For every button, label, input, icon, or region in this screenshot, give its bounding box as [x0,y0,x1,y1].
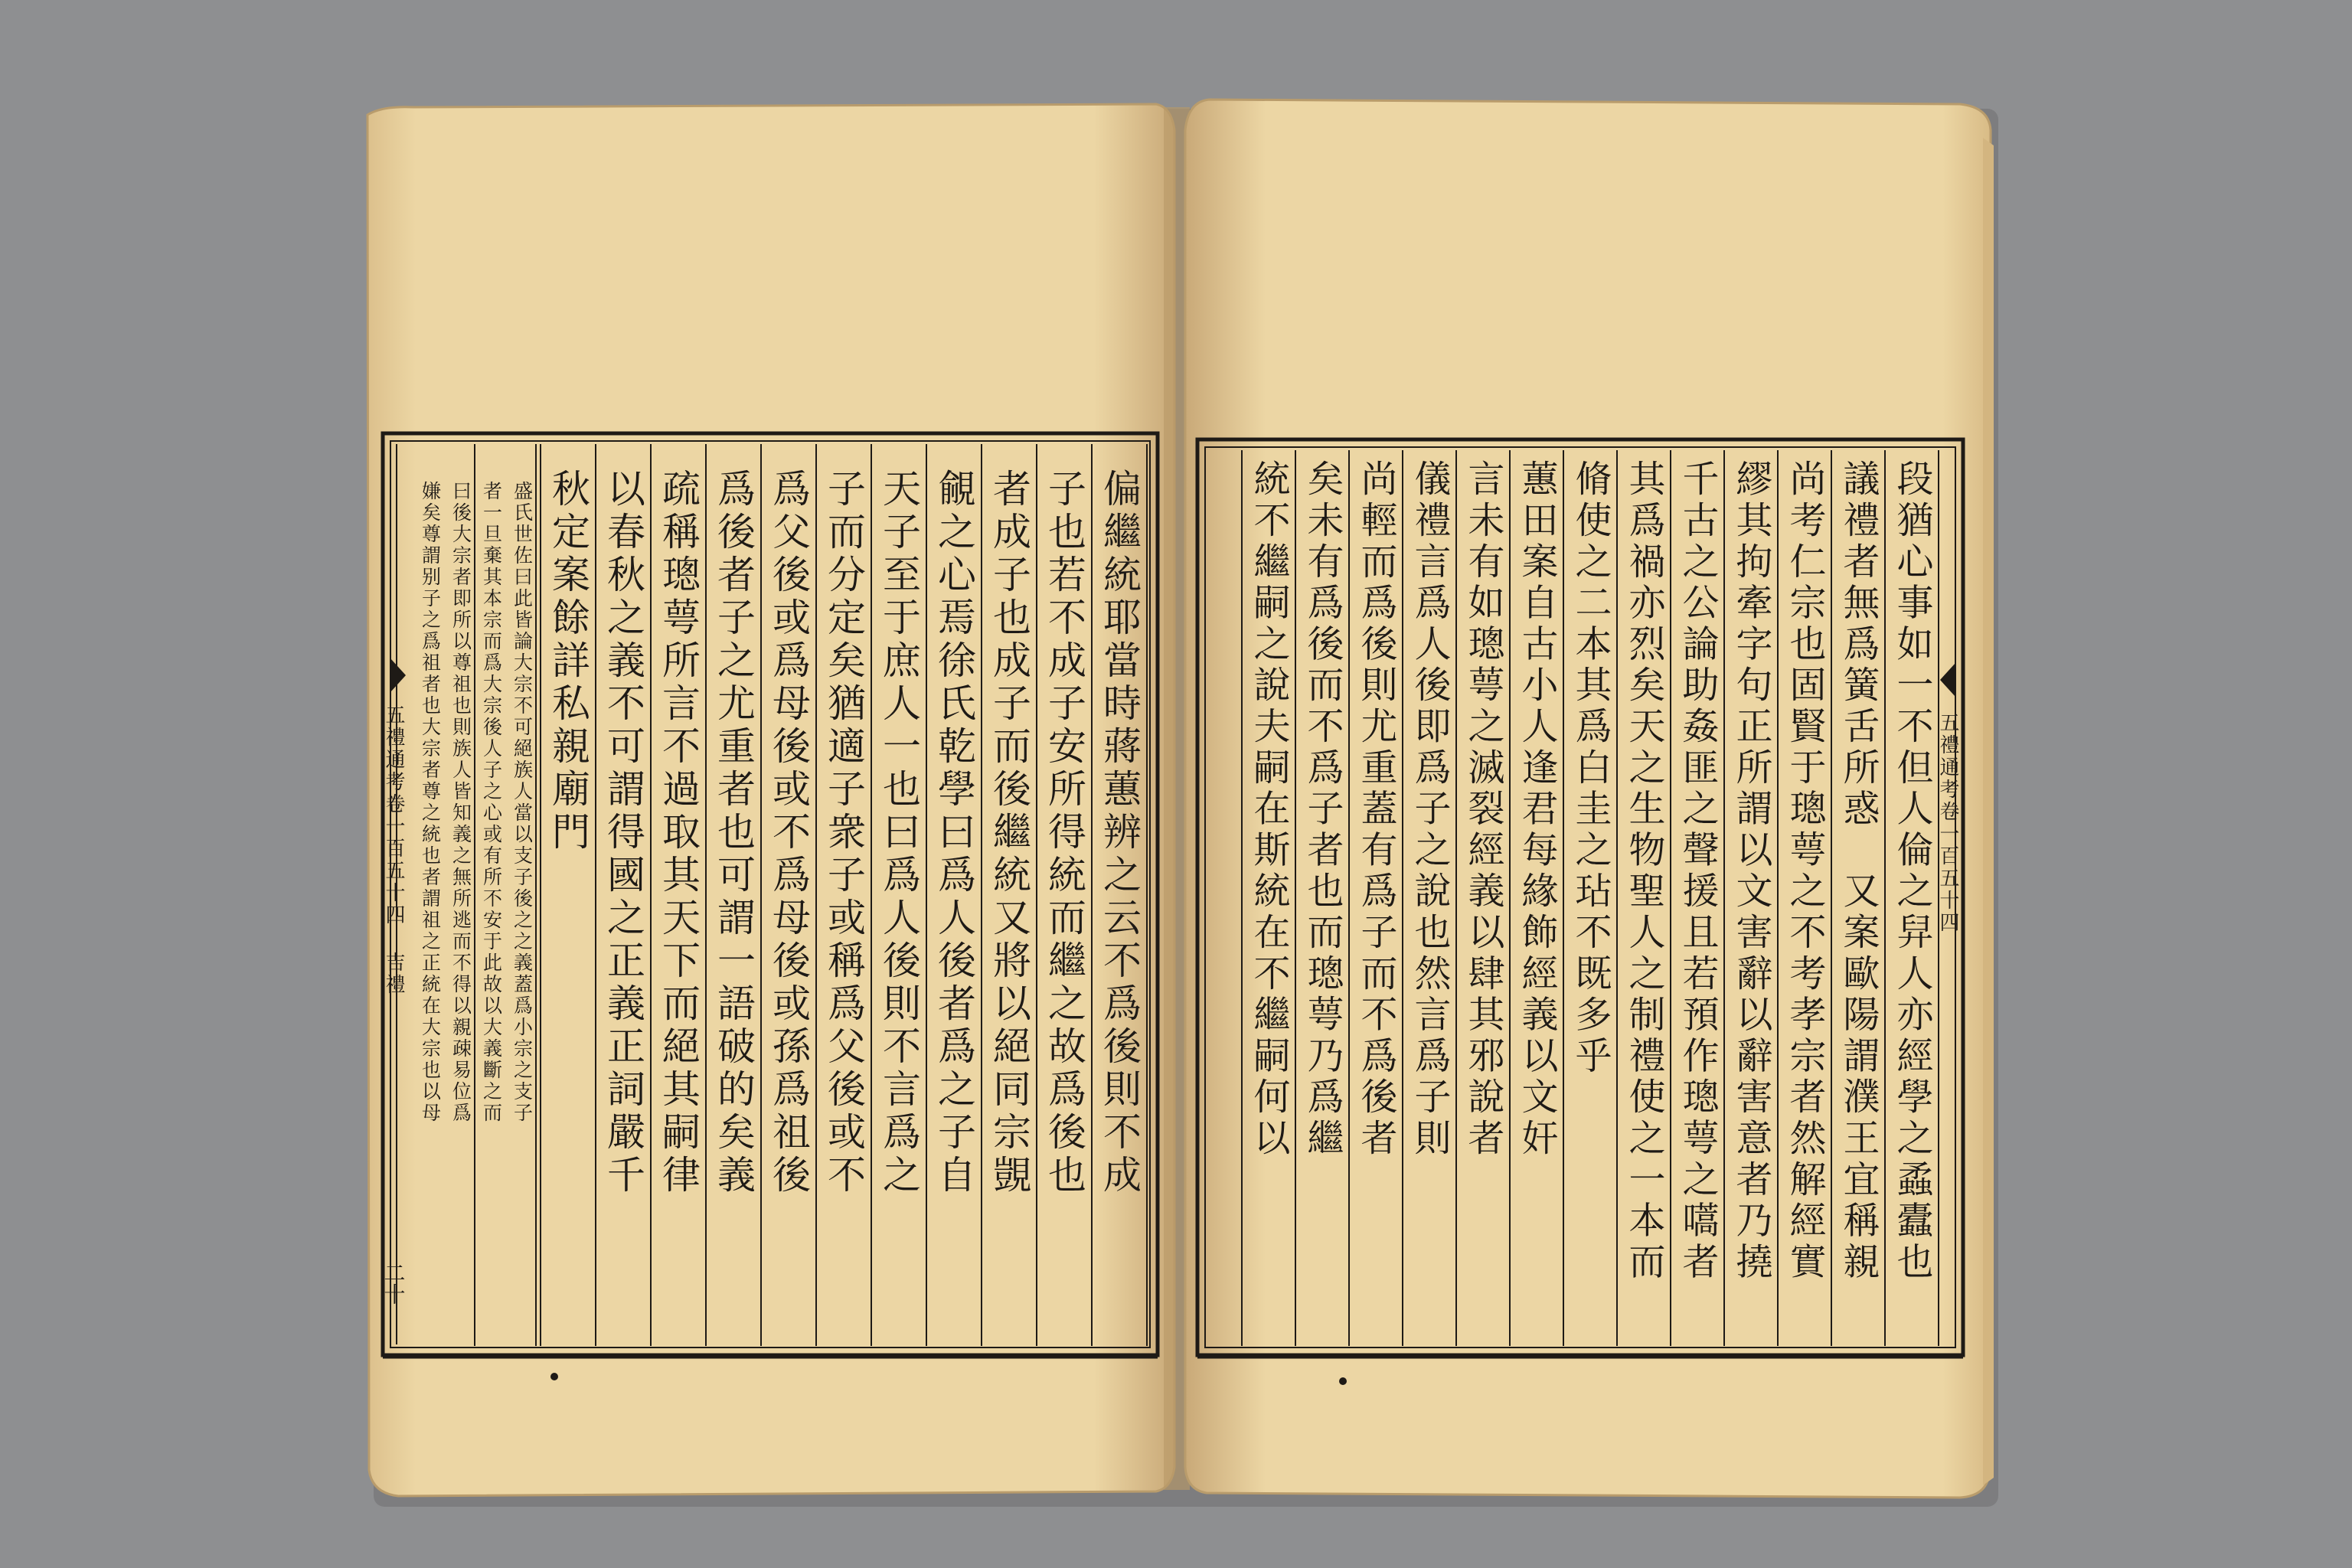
text-column: 其爲禍亦烈矣天之生物聖人之制禮使之一本而 [1622,459,1665,1283]
text-column: 段猶心事如一不但人倫之舁人亦經學之蟊蠹也 [1890,459,1933,1283]
text-column: 議禮者無爲簧舌所惑 又案歐陽謂濮王宜稱親 [1837,459,1880,1283]
ink-dot [550,1373,558,1380]
text-column: 子也若不成子安所得統而繼之故爲後也 [1042,469,1086,1197]
text-column: 繆其拘牽字句正所謂以文害辭以辭害意者乃撓 [1730,459,1772,1283]
text-column: 子而分定矣猶適子衆子或稱爲父後或不 [822,469,866,1197]
left-text-columns [546,469,1142,1197]
text-column: 者一旦棄其本宗而爲大宗後人子之心或有所不安于此故以大義斷之而 [480,481,503,1124]
leaf-number: 二十 [381,1262,407,1305]
text-column: 嫌矣尊謂别子之爲祖者也大宗者尊之統也者謂祖之正統在大宗也以母 [419,481,442,1124]
text-column: 以春秋之義不可謂得國之正義正詞嚴千 [601,469,645,1197]
text-column: 秋定案餘詳私親廟門 [546,469,590,854]
text-column: 尚輕而爲後則尤重蓋有爲子而不爲後者 [1354,459,1397,1160]
text-column: 爲後者子之尤重者也可謂一語破的矣義 [711,469,756,1197]
text-column: 統不繼嗣之說夫嗣在斯統在不繼嗣何以 [1247,459,1290,1160]
text-column: 儀禮言爲人後即爲子之說也然言爲子則 [1408,459,1451,1160]
ink-dot [1339,1377,1347,1385]
text-column: 脩使之二本其爲白圭之玷不既多乎 [1569,459,1612,1077]
text-column: 覦之心焉徐氏乾學曰爲人後者爲之子自 [932,469,976,1197]
text-column: 盛氏世佐曰此皆論大宗不可絕族人當以支子後之之義蓋爲小宗之支子 [511,481,534,1124]
text-column: 疏稱璁萼所言不過取其天下而絕其嗣律 [656,469,701,1197]
right-margin-title: 五禮通考卷一百五十四 [1936,712,1959,934]
text-column: 偏繼統耶當時蔣蕙辨之云不爲後則不成 [1097,469,1142,1197]
left-margin-title: 五禮通考卷一百五十四 吉禮 [382,704,405,996]
text-column: 爲父後或爲母後或不爲母後或孫爲祖後 [766,469,811,1197]
page-edges [1983,138,1994,1485]
text-column: 蕙田案自古小人逢君每緣飾經義以文奸 [1515,459,1558,1160]
text-column: 天子至于庶人一也曰爲人後則不言爲之 [877,469,921,1197]
right-page [1185,100,1994,1498]
text-column: 矣未有爲後而不爲子者也而璁萼乃爲繼 [1301,459,1344,1160]
text-column: 尚考仁宗也固賢于璁萼之不考孝宗者然解經實 [1783,459,1826,1283]
text-column: 千古之公論助姦匪之聲援且若預作璁萼之嚆者 [1676,459,1719,1283]
left-page [368,104,1174,1496]
text-column: 者成子也成子而後繼統又將以絕同宗覬 [987,469,1031,1197]
text-column: 言未有如璁萼之滅裂經義以肆其邪說者 [1462,459,1504,1160]
text-column: 曰後大宗者即所以尊祖也則族人皆知義之無所逃而不得以親疎易位爲 [449,481,472,1124]
